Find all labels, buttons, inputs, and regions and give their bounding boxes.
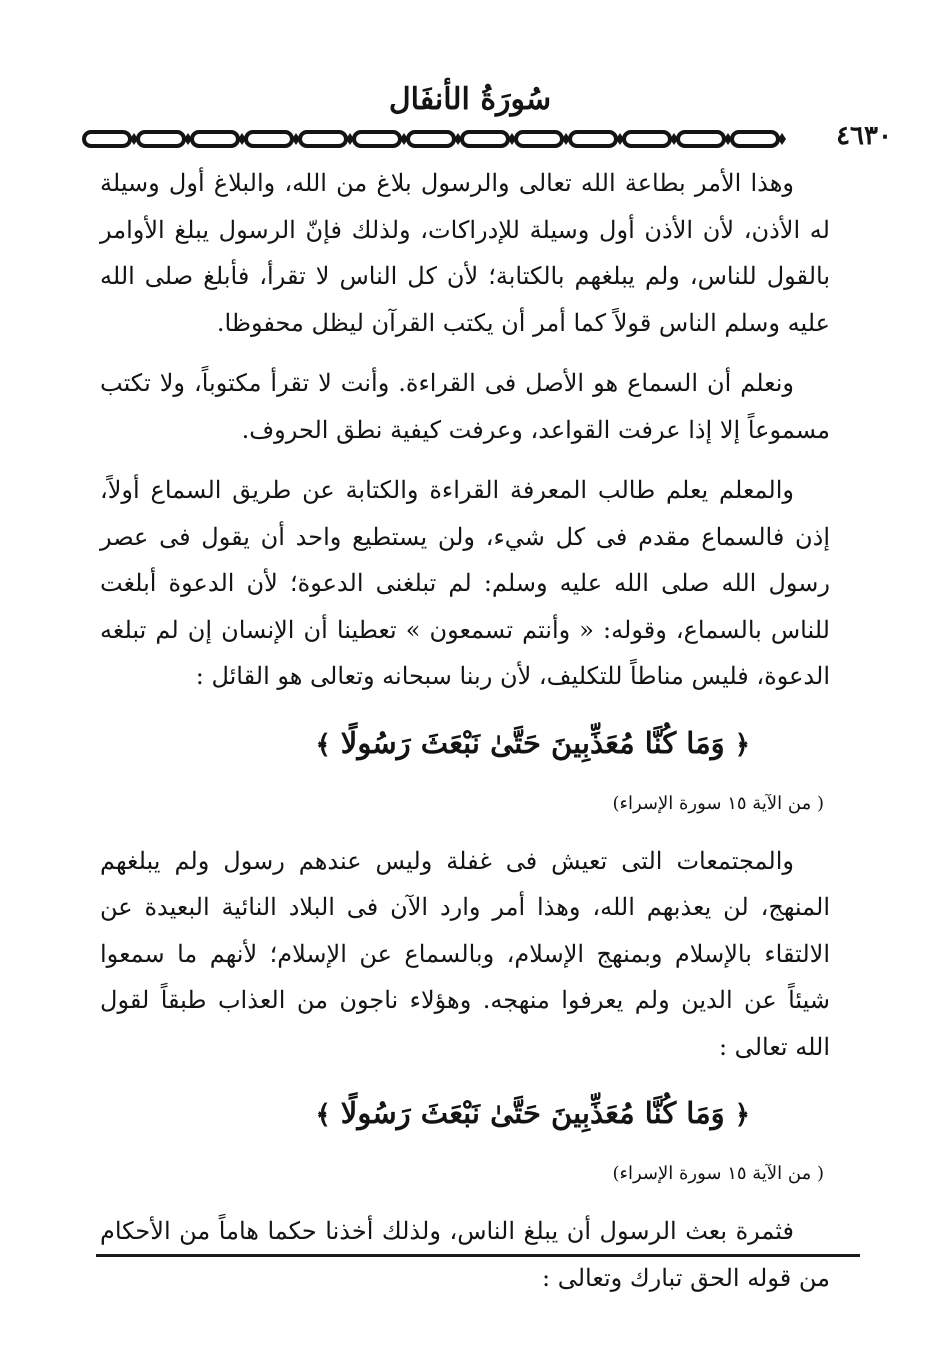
chain-link (84, 132, 130, 146)
verse-open-bracket: ﴿ (734, 729, 750, 760)
paragraph-4-text: والمجتمعات التى تعيش فى غفلة وليس عندهم رسول ولم يبلغهم المنهج، لن يعذبهم الله، وهذا أمر وارد الآن فى البلاد النائية البعيدة عن الالتقاء بالإسلام وبمنهج الإسلام، وبالسماع عن الإسلام؛ لأنهم ما سمعوا شيئاً عن الدين ولم يعرفوا منهجه. وهؤلاء ناجون من العذاب طبقاً لقول الله تعالى : (100, 846, 831, 1061)
verse-reference-2: ( من الآية ١٥ سورة الإسراء) (612, 1163, 824, 1184)
verse-text: وَمَا كُنَّا مُعَذِّبِينَ حَتَّىٰ نَبْعَثَ رَسُولًا (340, 1096, 725, 1130)
chain-link (300, 132, 346, 146)
chain-link (516, 132, 562, 146)
paragraph-3-text: والمعلم يعلم طالب المعرفة القراءة والكتابة عن طريق السماع أولاً، إذن فالسماع مقدم فى كل شيء، ولن يستطيع واحد أن يقول فى عصر رسول الله صلى الله عليه وسلم: لم تبلغنى الدعوة؛ لأن الدعوة أبلغت للناس بالسماع، وقوله: « وأنتم تسمعون » تعطينا أن الإنسان إن لم تبلغه الدعوة، فليس مناطاً للتكليف، لأن ربنا سبحانه وتعالى هو القائل : (100, 476, 830, 690)
chain-ornament-svg (80, 128, 860, 150)
chain-link (570, 132, 616, 146)
paragraph-2-text: ونعلم أن السماع هو الأصل فى القراءة. وأنت لا تقرأ مكتوباً، ولا تكتب مسموعاً إلا إذا عرفت القواعد، وعرفت كيفية نطق الحروف. (100, 369, 830, 444)
chain-link (354, 132, 400, 146)
chain-link (192, 132, 238, 146)
footer-rule (96, 1254, 860, 1257)
paragraph-1-text: وهذا الأمر بطاعة الله تعالى والرسول بلاغ من الله، والبلاغ أول وسيلة له الأذن، لأن الأذن أول وسيلة للإدراكات، ولذلك فإنّ الرسول يبلغ الأوامر بالقول للناس، ولم يبلغهم بالكتابة؛ لأن كل الناس لا تقرأ، فأبلغ صلى الله عليه وسلم الناس قولاً كما أمر أن يكتب القرآن ليظل محفوظا. (100, 169, 830, 337)
verse-open-bracket: ﴿ (734, 1100, 750, 1130)
chain-link (624, 132, 670, 146)
verse-close-bracket: ﴾ (315, 1100, 331, 1130)
chain-link (246, 132, 292, 146)
chain-link (732, 132, 778, 146)
surah-title: سُورَةُ الأنفَال (388, 82, 552, 117)
chain-diamond (778, 133, 786, 145)
paragraph-4 (100, 838, 830, 1071)
chain-ornament-border (80, 128, 860, 150)
paragraph-1 (100, 160, 830, 346)
chain-link (138, 132, 184, 146)
verse-reference-1: ( من الآية ١٥ سورة الإسراء) (612, 792, 824, 814)
chain-link (462, 132, 508, 146)
page-number: ٤٦٣٠ (824, 121, 904, 151)
chain-link (678, 132, 724, 146)
page-body (100, 160, 830, 1315)
chain-link (408, 132, 454, 146)
paragraph-2 (100, 360, 830, 453)
quran-verse-1 (100, 718, 830, 770)
paragraph-5-text: فثمرة بعث الرسول أن يبلغ الناس، ولذلك أخذنا حكما هاماً من الأحكام من قوله الحق تبارك وتعالى : (100, 1217, 830, 1292)
verse-close-bracket: ﴾ (315, 729, 331, 760)
paragraph-3 (100, 467, 830, 700)
verse-text: وَمَا كُنَّا مُعَذِّبِينَ حَتَّىٰ نَبْعَثَ رَسُولًا (340, 725, 725, 760)
page-header (80, 72, 892, 154)
quran-verse-2 (100, 1088, 830, 1140)
